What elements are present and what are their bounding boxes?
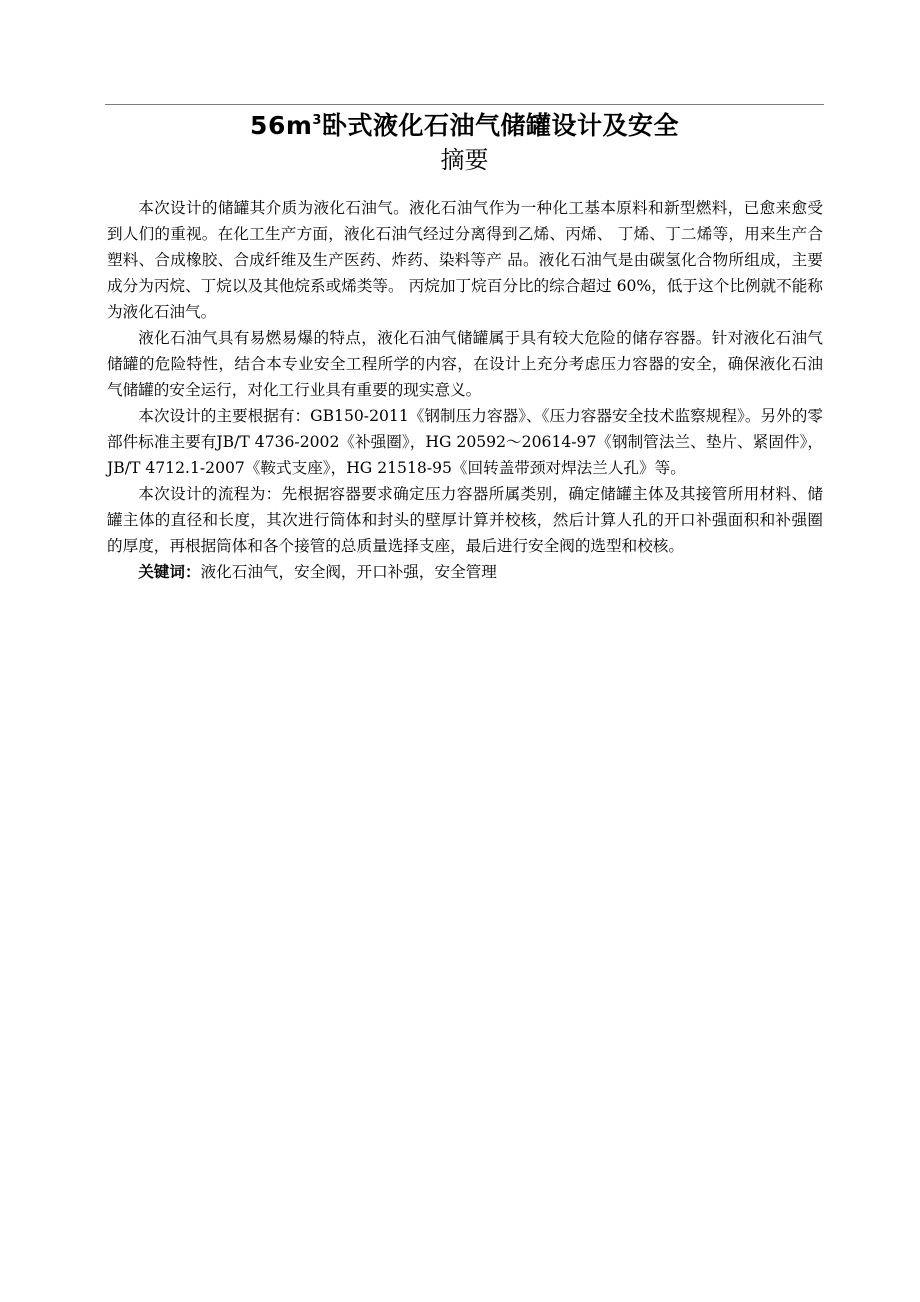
- title-main: 56m: [250, 111, 313, 140]
- keywords-label: 关键词：: [138, 563, 201, 581]
- title-superscript: 3: [312, 113, 322, 128]
- abstract-paragraph-3: 本次设计的主要根据有：GB150-2011《钢制压力容器》、《压力容器安全技术监察规程》。另外的零部件标准主要有JB/T 4736-2002《补强圈》，HG 20592〜20614-97《钢制管法兰、垫片、紧固件》，JB/T 4712.1-2007《鞍式支座》，HG 21518-95《回转盖带颈对焊法兰人孔》等。: [107, 407, 823, 477]
- keywords-line: [107, 559, 823, 585]
- abstract-paragraph-2: 液化石油气具有易燃易爆的特点，液化石油气储罐属于具有较大危险的储存容器。针对液化石油气储罐的危险特性，结合本专业安全工程所学的内容，在设计上充分考虑压力容器的安全，确保液化石油气储罐的安全运行，对化工行业具有重要的现实意义。: [107, 329, 823, 399]
- title-rest: 卧式液化石油气储罐设计及安全: [321, 111, 679, 140]
- abstract-heading: 摘要: [440, 146, 489, 174]
- abstract-paragraph-4: 本次设计的流程为：先根据容器要求确定压力容器所属类别，确定储罐主体及其接管所用材料、储罐主体的直径和长度，其次进行筒体和封头的壁厚计算并校核，然后计算人孔的开口补强面积和补强圈的厚度，再根据筒体和各个接管的总质量选择支座，最后进行安全阀的选型和校核。: [107, 485, 823, 555]
- abstract-paragraph-1: 本次设计的储罐其介质为液化石油气。液化石油气作为一种化工基本原料和新型燃料，已愈来愈受到人们的重视。在化工生产方面，液化石油气经过分离得到乙烯、丙烯、 丁烯、丁二烯等，用来生产合塑料、合成橡胶、合成纤维及生产医药、炸药、染料等产 品。液化石油气是由碳氢化合物所组成，主要成分为丙烷、丁烷以及其他烷系或烯类等。 丙烷加丁烷百分比的综合超过 60%，低于这个比例就不能称为液化石油气。: [107, 199, 823, 321]
- document-title: [105, 108, 824, 144]
- header-rule: [105, 104, 824, 105]
- keywords-value: 液化石油气，安全阀，开口补强，安全管理: [200, 563, 497, 581]
- abstract-body: [107, 195, 823, 585]
